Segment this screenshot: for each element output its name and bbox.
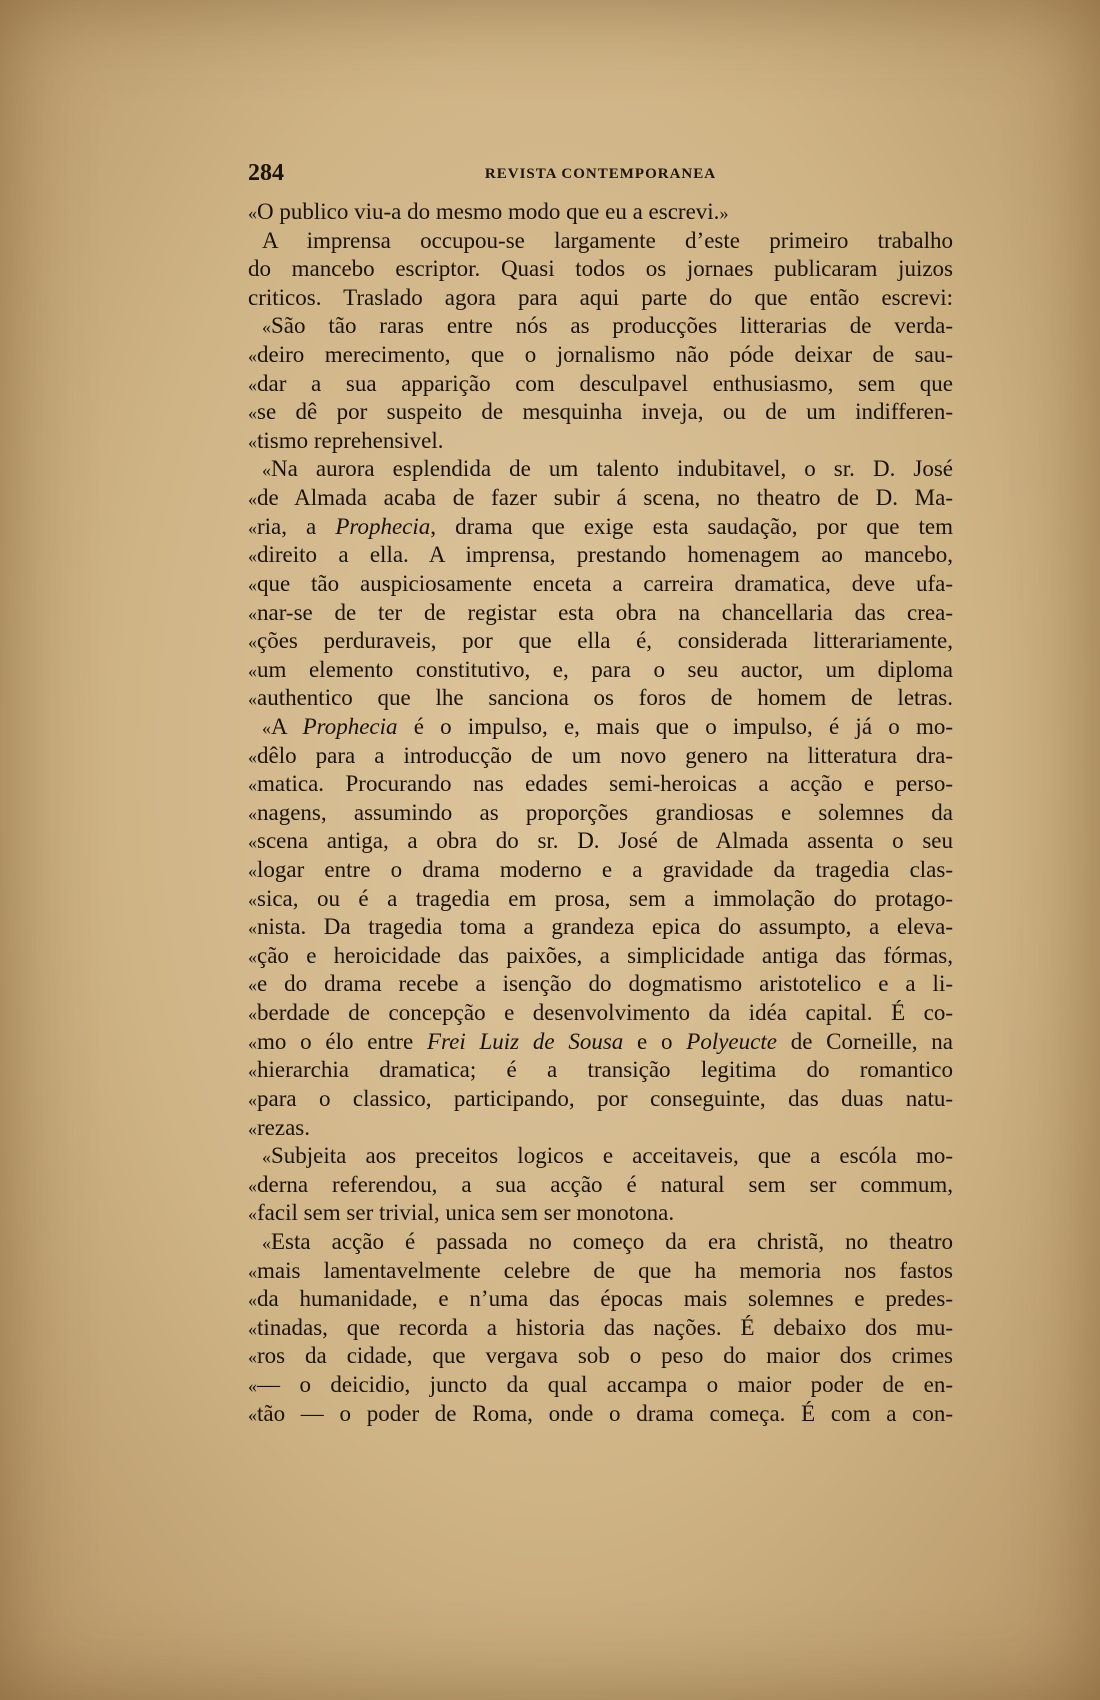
text-line: «nar-se de ter de registar esta obra na chancellaria das crea- [248, 599, 953, 625]
text-line: «O publico viu-a do mesmo modo que eu a escrevi.» [248, 199, 729, 224]
text-line: «logar entre o drama moderno e a gravidade da tragedia clas- [248, 857, 953, 883]
text-line: «dar a sua apparição com desculpavel enthusiasmo, sem que [248, 370, 953, 396]
text-line: «tismo reprehensivel. [248, 427, 444, 453]
text-line: A imprensa occupou-se largamente d’este primeiro trabalho [262, 227, 953, 253]
text-line: «— o deicidio, juncto da qual accampa o maior poder de en- [248, 1371, 953, 1397]
text-line: «Esta acção é passada no começo da era christã, no theatro [262, 1228, 953, 1254]
text-line: «authentico que lhe sanciona os foros de homem de letras. [248, 685, 953, 711]
text-line: «de Almada acaba de fazer subir á scena, no theatro de D. Ma- [248, 485, 953, 511]
text-line: «facil sem ser trivial, unica sem ser monotona. [248, 1200, 675, 1226]
text-line: «e do drama recebe a isenção do dogmatismo aristotelico e a li- [248, 971, 953, 997]
body-text [248, 198, 953, 1428]
text-line: «tão — o poder de Roma, onde o drama começa. É com a con- [248, 1400, 953, 1426]
text-line: «direito a ella. A imprensa, prestando homenagem ao mancebo, [248, 542, 953, 568]
text-line: «sica, ou é a tragedia em prosa, sem a immolação do protago- [248, 885, 953, 911]
running-head: REVISTA CONTEMPORANEA [484, 166, 717, 182]
page-header [248, 160, 953, 190]
text-line: «Subjeita aos preceitos logicos e acceitaveis, que a escóla mo- [262, 1143, 953, 1169]
text-line: «da humanidade, e n’uma das épocas mais solemnes e predes- [248, 1286, 953, 1312]
text-line: «ção e heroicidade das paixões, a simplicidade antiga das fórmas, [248, 942, 953, 968]
text-line: «mo o élo entre Frei Luiz de Sousa e o Polyeucte de Corneille, na [248, 1028, 953, 1054]
text-line: «tinadas, que recorda a historia das nações. É debaixo dos mu- [248, 1314, 953, 1340]
text-line: «Na aurora esplendida de um talento indubitavel, o sr. D. José [262, 456, 953, 482]
text-line: «nista. Da tragedia toma a grandeza epica do assumpto, a eleva- [248, 914, 953, 940]
text-line: «berdade de concepção e desenvolvimento da idéa capital. É co- [248, 1000, 953, 1026]
text-line: «dêlo para a introducção de um novo genero na litteratura dra- [248, 742, 953, 768]
text-line: «ros da cidade, que vergava sob o peso do maior dos crimes [248, 1343, 953, 1369]
text-line: «hierarchia dramatica; é a transição legitima do romantico [248, 1057, 953, 1083]
text-line: «para o classico, participando, por conseguinte, das duas natu- [248, 1085, 953, 1111]
text-line: «derna referendou, a sua acção é natural sem ser commum, [248, 1171, 953, 1197]
text-line: «A Prophecia é o impulso, e, mais que o impulso, é já o mo- [262, 713, 953, 739]
text-line: «se dê por suspeito de mesquinha inveja, ou de um indifferen- [248, 399, 953, 425]
text-line: «deiro merecimento, que o jornalismo não póde deixar de sau- [248, 342, 953, 368]
text-line: do mancebo escriptor. Quasi todos os jornaes publicaram juizos [248, 256, 953, 282]
text-line: «que tão auspiciosamente enceta a carreira dramatica, deve ufa- [248, 570, 953, 596]
text-line: «mais lamentavelmente celebre de que ha memoria nos fastos [248, 1257, 953, 1283]
text-line: criticos. Traslado agora para aqui parte do que então escrevi: [248, 284, 953, 310]
text-line: «um elemento constitutivo, e, para o seu auctor, um diploma [248, 656, 953, 682]
text-line: «ções perduraveis, por que ella é, considerada litterariamente, [248, 628, 953, 654]
text-line: «scena antiga, a obra do sr. D. José de Almada assenta o seu [248, 828, 953, 854]
text-line: «ria, a Prophecia, drama que exige esta saudação, por que tem [248, 513, 953, 539]
text-line: «rezas. [248, 1114, 310, 1140]
text-line: «nagens, assumindo as proporções grandiosas e solemnes da [248, 799, 953, 825]
text-line: «São tão raras entre nós as producções litterarias de verda- [262, 313, 953, 339]
page-number: 284 [248, 160, 284, 186]
text-line: «matica. Procurando nas edades semi-heroicas a acção e perso- [248, 771, 953, 797]
